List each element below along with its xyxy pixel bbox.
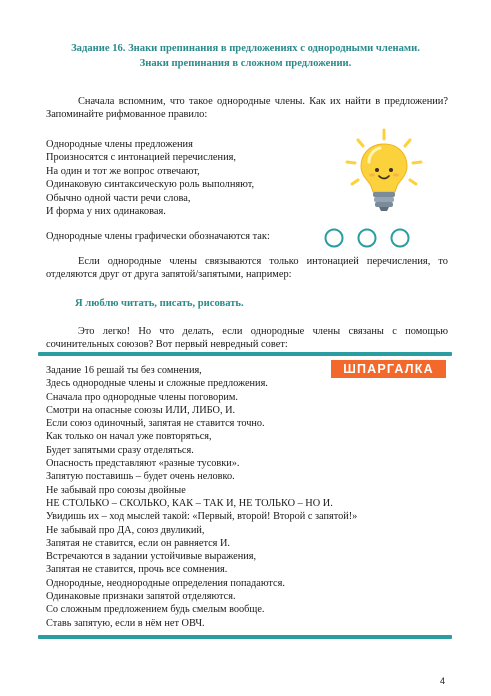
rhyme-line: Обычно одной части речи слова, [46, 192, 191, 204]
graphic-note: Однородные члены графически обозначаются так: [46, 231, 270, 242]
cheat-sheet-line: Одинаковые признаки запятой отделяются. [46, 591, 236, 603]
conjunction-intro: Это легко! Но что делать, если однородные члены связаны с помощью сочинительных союзов? Вот первый невредный совет: [46, 326, 448, 351]
example-sentence: Я люблю читать, писать, рисовать. [75, 298, 244, 309]
cheat-sheet-line: НЕ СТОЛЬКО – СКОЛЬКО, КАК – ТАК И, НЕ ТОЛЬКО – НО И. [46, 497, 333, 509]
intonation-rule: Если однородные члены связываются только интонацией перечисления, то отделяются друг от друга запятой/запятыми, например: [46, 256, 448, 281]
title-line-2: Знаки препинания в сложном предложении. [139, 57, 352, 69]
page-number: 4 [440, 676, 446, 686]
circle-outline-icon [322, 228, 414, 248]
cheat-sheet-lines [46, 364, 357, 630]
cheat-sheet-line: Запятую поставишь – будет очень неловко. [46, 471, 235, 483]
cheat-sheet-line: Сначала про однородные члены поговорим. [46, 391, 238, 403]
rhyme-line: И форма у них одинаковая. [46, 206, 166, 218]
divider-bottom [38, 635, 452, 639]
lightbulb-icon [344, 128, 424, 214]
rhyme-line: На один и тот же вопрос отвечают, [46, 165, 200, 177]
rhyme-line: Однородные члены предложения [46, 139, 193, 150]
cheat-sheet-line: Ставь запятую, если в нём нет ОВЧ. [46, 617, 205, 629]
divider-top [38, 352, 452, 356]
title-line-1: Задание 16. Знаки препинания в предложениях с однородными членами. [71, 43, 420, 54]
cheat-sheet-badge: ШПАРГАЛКА [331, 360, 446, 378]
cheat-sheet-line: Однородные, неоднородные определения попадаются. [46, 577, 285, 589]
intro-paragraph: Сначала вспомним, что такое однородные члены. Как их найти в предложении? Запоминайте рифмованное правило: [46, 96, 448, 121]
cheat-sheet-line: Запятая не ставится, прочь все сомнения. [46, 564, 228, 576]
cheat-sheet-line: Если союз одиночный, запятая не ставится точно. [46, 418, 265, 430]
cheat-sheet-line: Здесь однородные члены и сложные предложения. [46, 378, 268, 390]
cheat-sheet-line: Опасность представляют «разные тусовки». [46, 458, 240, 470]
cheat-sheet-line: Задание 16 решай ты без сомнения, [46, 365, 202, 376]
cheat-sheet-line: Запятая не ставится, если он равняется И. [46, 537, 230, 549]
cheat-sheet-line: Со сложным предложением будь смелым вообще. [46, 604, 265, 616]
rhyme-rule [46, 138, 254, 218]
rhyme-line: Одинаковую синтаксическую роль выполняют, [46, 179, 255, 191]
cheat-sheet-line: Не забывай про ДА, союз двуликий, [46, 524, 205, 536]
page-title [40, 42, 451, 71]
cheat-sheet-line: Не забывай про союзы двойные [46, 484, 186, 496]
cheat-sheet-line: Увидишь их – ход мыслей такой: «Первый, второй! Второй с запятой!» [46, 511, 358, 523]
cheat-sheet-line: Будет запятыми сразу отделяться. [46, 444, 194, 456]
rhyme-line: Произносятся с интонацией перечисления, [46, 152, 237, 164]
cheat-sheet-line: Как только он начал уже повторяться, [46, 431, 212, 443]
cheat-sheet-line: Смотри на опасные союзы ИЛИ, ЛИБО, И. [46, 404, 236, 416]
cheat-sheet-line: Встречаются в задании устойчивые выражения, [46, 551, 257, 563]
